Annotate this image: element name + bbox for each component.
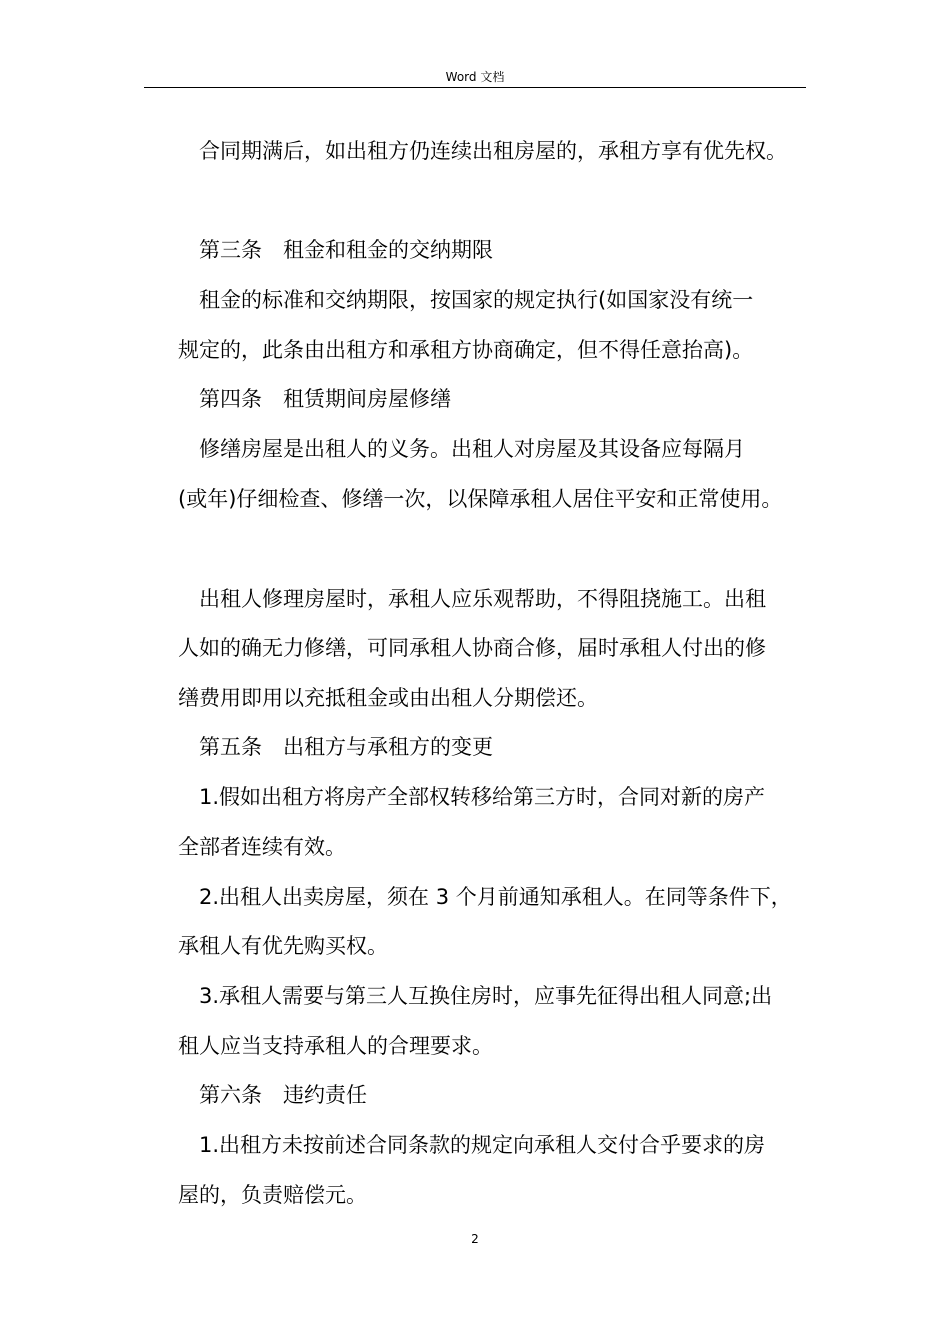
paragraph-line: 规定的，此条由出租方和承租方协商确定，但不得任意抬高)。: [178, 338, 754, 362]
page-number: 2: [471, 1232, 479, 1246]
paragraph-line: 租人应当支持承租人的合理要求。: [178, 1034, 493, 1058]
paragraph-line: 3.承租人需要与第三人互换住房时，应事先征得出租人同意;出: [199, 984, 773, 1008]
paragraph-line: 屋的，负责赔偿元。: [178, 1183, 367, 1207]
paragraph-line: 合同期满后，如出租方仍连续出租房屋的，承租方享有优先权。: [199, 139, 787, 163]
paragraph-line: (或年)仔细检查、修缮一次，以保障承租人居住平安和正常使用。: [178, 487, 783, 511]
paragraph-line: 全部者连续有效。: [178, 835, 346, 859]
page-header-title: Word 文档: [445, 70, 505, 84]
section-heading-article-3: 第三条 租金和租金的交纳期限: [199, 238, 493, 262]
paragraph-line: 出租人修理房屋时，承租人应乐观帮助，不得阻挠施工。出租: [199, 587, 766, 611]
section-heading-article-4: 第四条 租赁期间房屋修缮: [199, 387, 451, 411]
section-heading-article-6: 第六条 违约责任: [199, 1083, 367, 1107]
paragraph-line: 1.假如出租方将房产全部权转移给第三方时，合同对新的房产: [199, 785, 766, 809]
paragraph-line: 承租人有优先购买权。: [178, 934, 388, 958]
paragraph-line: 1.出租方未按前述合同条款的规定向承租人交付合乎要求的房: [199, 1133, 766, 1157]
paragraph-line: 缮费用即用以充抵租金或由出租人分期偿还。: [178, 686, 598, 710]
paragraph-line: 租金的标准和交纳期限，按国家的规定执行(如国家没有统一: [199, 288, 754, 312]
paragraph-line: 人如的确无力修缮，可同承租人协商合修，届时承租人付出的修: [178, 636, 766, 660]
section-heading-article-5: 第五条 出租方与承租方的变更: [199, 735, 493, 759]
header-divider: [144, 87, 806, 88]
paragraph-line: 修缮房屋是出租人的义务。出租人对房屋及其设备应每隔月: [199, 437, 745, 461]
paragraph-line: 2.出租人出卖房屋，须在 3 个月前通知承租人。在同等条件下，: [199, 885, 792, 909]
